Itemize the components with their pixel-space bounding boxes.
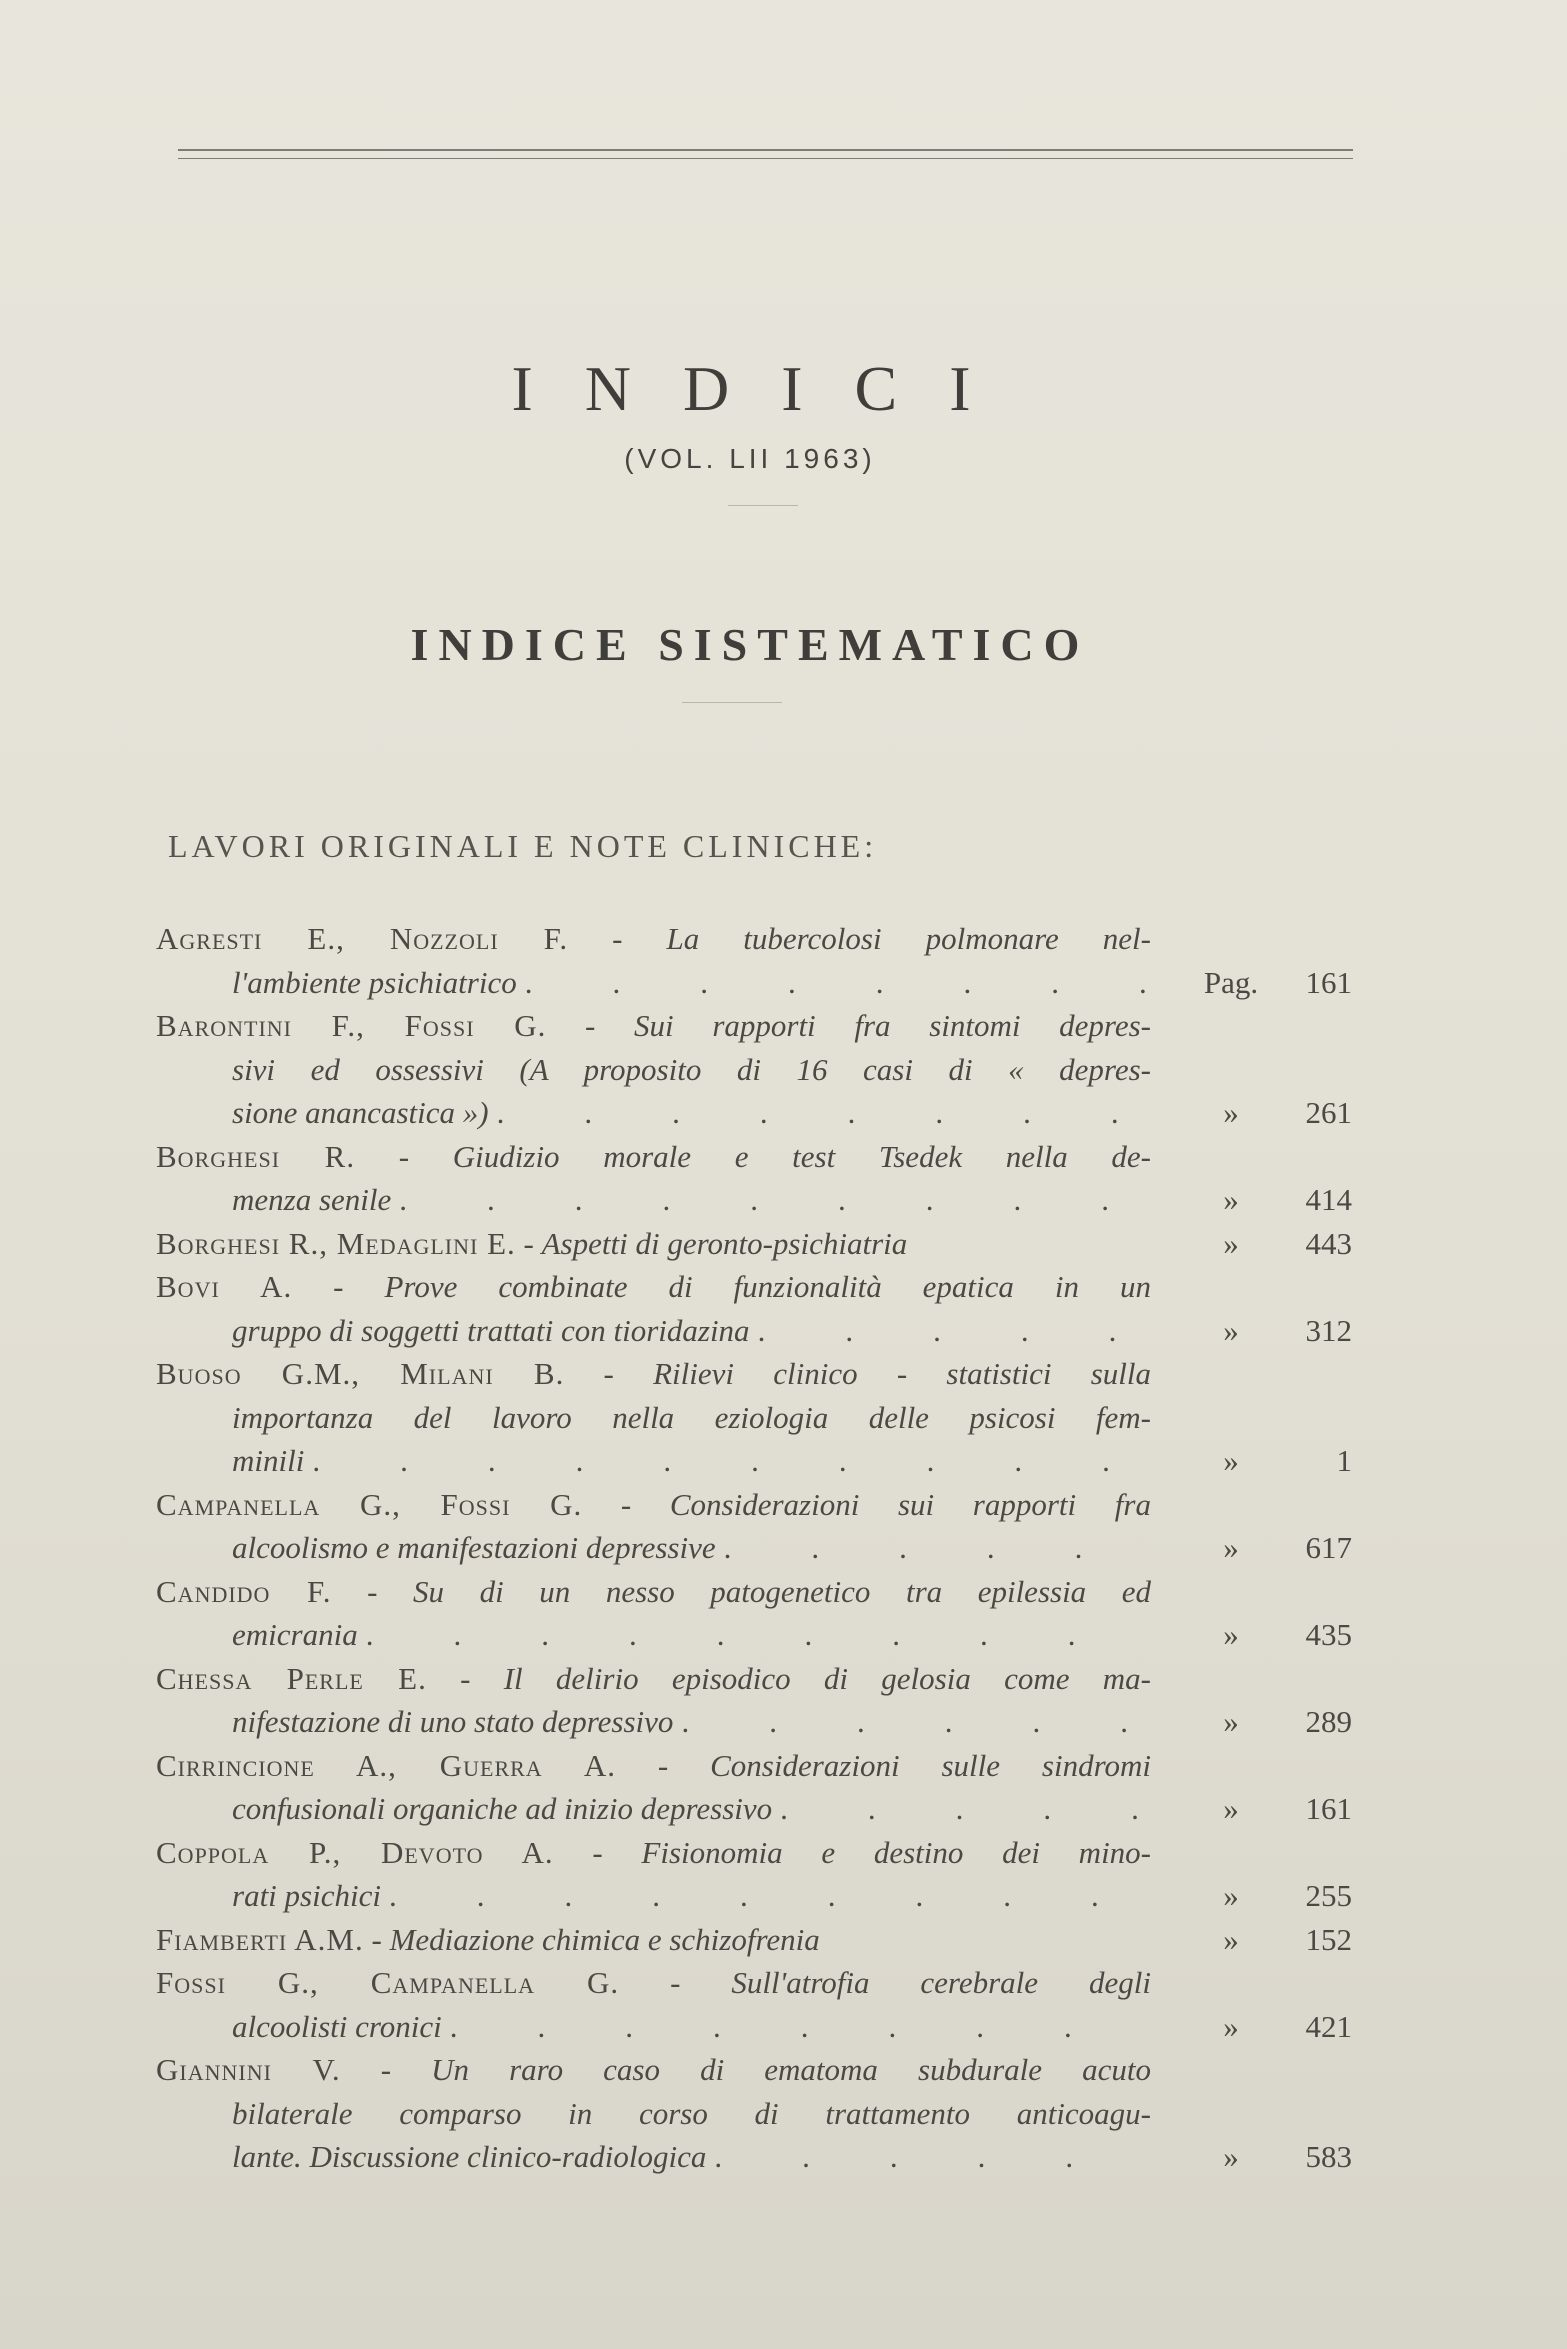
page-label: »: [1223, 2139, 1239, 2174]
page-label: »: [1223, 1921, 1239, 1957]
entry-title: Giudizio morale e test Tsedek nella de-: [452, 1138, 1151, 1174]
leader-dots: [750, 1309, 1151, 1353]
leader-dots: [381, 1874, 1151, 1918]
entry-authors: Cirrincione A., Guerra A.: [156, 1747, 616, 1783]
page-number: 421: [1305, 2008, 1352, 2044]
entry-title: Sui rapporti fra sintomi depres-: [634, 1008, 1151, 1043]
entry-authors: Agresti E., Nozzoli F.: [156, 921, 569, 956]
entry-authors: Fossi G., Campanella G.: [156, 1965, 620, 2000]
entry-authors: Campanella G., Fossi G.: [156, 1486, 583, 1522]
entry-line: [232, 2092, 1151, 2136]
entry-line: Chessa Perle E. - Il delirio episodico di gelosia come ma-: [156, 1660, 1151, 1696]
entry-line: [232, 1613, 1151, 1657]
entry-line: Borghesi R. - Giudizio morale e test Tsedek nella de-: [156, 1138, 1151, 1174]
entry-title: sivi ed ossessivi (A proposito di 16 casi di « depres-: [232, 1051, 1151, 1087]
entry-title: gruppo di soggetti trattati con tioridazina: [232, 1312, 750, 1348]
page-label: »: [1223, 1225, 1239, 1261]
entry-authors: Buoso G.M., Milani B.: [156, 1356, 565, 1391]
entry-title: alcoolisti cronici: [232, 2008, 442, 2044]
entry-line: Cirrincione A., Guerra A. - Considerazioni sulle sindromi: [156, 1747, 1151, 1783]
page-label: »: [1223, 1704, 1239, 1739]
leader-dots: [673, 1700, 1151, 1744]
page-number: 261: [1305, 1095, 1352, 1130]
entry-line: Bovi A. - Prove combinate di funzionalità epatica in un: [156, 1269, 1151, 1304]
page-number: 1: [1336, 1443, 1352, 1478]
leader-dots: [304, 1439, 1151, 1483]
entry-line: Fossi G., Campanella G. - Sull'atrofia cerebrale degli: [156, 1965, 1151, 2000]
entry-title: Prove combinate di funzionalità epatica in un: [384, 1269, 1151, 1304]
entry-title: Rilievi clinico - statistici sulla: [653, 1356, 1151, 1391]
entry-line: [232, 1526, 1151, 1570]
leader-dots: [772, 1787, 1151, 1831]
page-label: »: [1223, 1878, 1239, 1913]
entry-line: [232, 1439, 1151, 1483]
entry-title: Fisionomia e destino dei mino-: [641, 1834, 1151, 1870]
entry-title: menza senile: [232, 1182, 392, 1217]
leader-dots: [489, 1091, 1151, 1135]
entry-line: [232, 961, 1151, 1005]
entry-line: Agresti E., Nozzoli F. - La tubercolosi polmonare nel-: [156, 921, 1151, 956]
page-number: 414: [1305, 1182, 1352, 1217]
section-title: LAVORI ORIGINALI E NOTE CLINICHE:: [168, 828, 878, 864]
page-number: 443: [1305, 1225, 1352, 1261]
entry-title: Considerazioni sulle sindromi: [710, 1747, 1151, 1783]
entry-line: [232, 1396, 1151, 1440]
page-label: »: [1223, 1530, 1239, 1565]
entry-title: Su di un nesso patogenetico tra epilessia ed: [413, 1573, 1151, 1609]
entry-title: rati psichici: [232, 1878, 381, 1913]
entry-title: confusionali organiche ad inizio depressivo: [232, 1791, 773, 1826]
page-label: »: [1223, 2008, 1239, 2044]
volume-subtitle: (VOL. LII 1963): [624, 443, 876, 474]
leader-dots: [358, 1613, 1151, 1657]
leader-dots: [391, 1178, 1151, 1222]
entry-line: Coppola P., Devoto A. - Fisionomia e destino dei mino-: [156, 1834, 1151, 1870]
entry-title: lante. Discussione clinico-radiologica: [232, 2139, 707, 2174]
entry-authors: Candido F.: [156, 1573, 332, 1609]
entry-title: Un raro caso di ematoma subdurale acuto: [431, 2052, 1151, 2087]
leader-dots: [716, 1526, 1151, 1570]
entry-title: Mediazione chimica e schizofrenia: [389, 1921, 820, 1957]
entry-line: [232, 1178, 1151, 1222]
page-title: I N D I C I: [511, 353, 989, 424]
entry-authors: Giannini V.: [156, 2052, 341, 2087]
entry-authors: Bovi A.: [156, 1269, 293, 1304]
entry-title: Il delirio episodico di gelosia come ma-: [503, 1660, 1151, 1696]
entry-authors: Fiamberti A.M.: [156, 1921, 364, 1957]
entry-line: Barontini F., Fossi G. - Sui rapporti fra sintomi depres-: [156, 1008, 1151, 1043]
page-label: »: [1223, 1095, 1239, 1130]
entry-title: alcoolismo e manifestazioni depressive: [232, 1530, 716, 1565]
entry-line: Fiamberti A.M. - Mediazione chimica e schizofrenia: [156, 1921, 820, 1957]
leader-dots: [442, 2005, 1151, 2049]
entry-line: [232, 1091, 1151, 1135]
entry-title: minili: [232, 1443, 305, 1478]
top-rule-thin: [178, 158, 1353, 159]
entry-authors: Borghesi R.: [156, 1138, 356, 1174]
page-number: 152: [1305, 1921, 1352, 1957]
leader-dots: [706, 2135, 1151, 2179]
entry-line: [232, 1700, 1151, 1744]
entry-line: Borghesi R., Medaglini E. - Aspetti di geronto-psichiatria: [156, 1225, 908, 1261]
divider: [728, 505, 798, 506]
entry-line: Giannini V. - Un raro caso di ematoma subdurale acuto: [156, 2052, 1151, 2087]
entry-title: emicrania: [232, 1617, 358, 1652]
entry-title: Considerazioni sui rapporti fra: [669, 1486, 1151, 1522]
page-number: 289: [1305, 1704, 1352, 1739]
page-number: 617: [1305, 1530, 1352, 1565]
top-rule: [178, 149, 1353, 151]
entry-title: nifestazione di uno stato depressivo: [232, 1704, 674, 1739]
entry-title: sione anancastica »): [232, 1095, 489, 1130]
entry-title: Sull'atrofia cerebrale degli: [731, 1965, 1151, 2000]
entry-line: [232, 1048, 1151, 1092]
page-number: 583: [1305, 2139, 1352, 2174]
entry-title: l'ambiente psichiatrico: [232, 964, 517, 1000]
entry-line: [232, 2005, 1151, 2049]
entry-line: [232, 1874, 1151, 1918]
entry-title: bilaterale comparso in corso di trattamento anticoagu-: [232, 2095, 1151, 2131]
page-label: Pag.: [1203, 964, 1259, 1000]
entry-line: [232, 1787, 1151, 1831]
page-label: »: [1223, 1791, 1239, 1826]
leader-dots: [517, 961, 1151, 1005]
page-number: 435: [1305, 1617, 1352, 1652]
entry-line: [232, 1309, 1151, 1353]
index-heading: INDICE SISTEMATICO: [410, 619, 1090, 670]
entry-title: La tubercolosi polmonare nel-: [666, 921, 1151, 956]
entry-line: Campanella G., Fossi G. - Considerazioni sui rapporti fra: [156, 1486, 1151, 1522]
page-number: 161: [1305, 1791, 1352, 1826]
divider: [682, 702, 782, 703]
entry-title: Aspetti di geronto-psichiatria: [541, 1225, 908, 1261]
page-label: »: [1223, 1443, 1239, 1478]
page-label: »: [1223, 1182, 1239, 1217]
page-label: »: [1223, 1617, 1239, 1652]
entry-authors: Coppola P., Devoto A.: [156, 1834, 554, 1870]
entry-authors: Chessa Perle E.: [156, 1660, 427, 1696]
entry-authors: Borghesi R., Medaglini E.: [156, 1225, 516, 1261]
entry-authors: Barontini F., Fossi G.: [156, 1008, 547, 1043]
entry-line: Buoso G.M., Milani B. - Rilievi clinico - statistici sulla: [156, 1356, 1151, 1391]
entry-line: Candido F. - Su di un nesso patogenetico tra epilessia ed: [156, 1573, 1151, 1609]
page-number: 161: [1305, 964, 1352, 1000]
entry-title: importanza del lavoro nella eziologia delle psicosi fem-: [232, 1399, 1151, 1435]
entry-line: [232, 2135, 1151, 2179]
page-number: 312: [1305, 1312, 1352, 1348]
page-label: »: [1223, 1312, 1239, 1348]
page-number: 255: [1305, 1878, 1352, 1913]
